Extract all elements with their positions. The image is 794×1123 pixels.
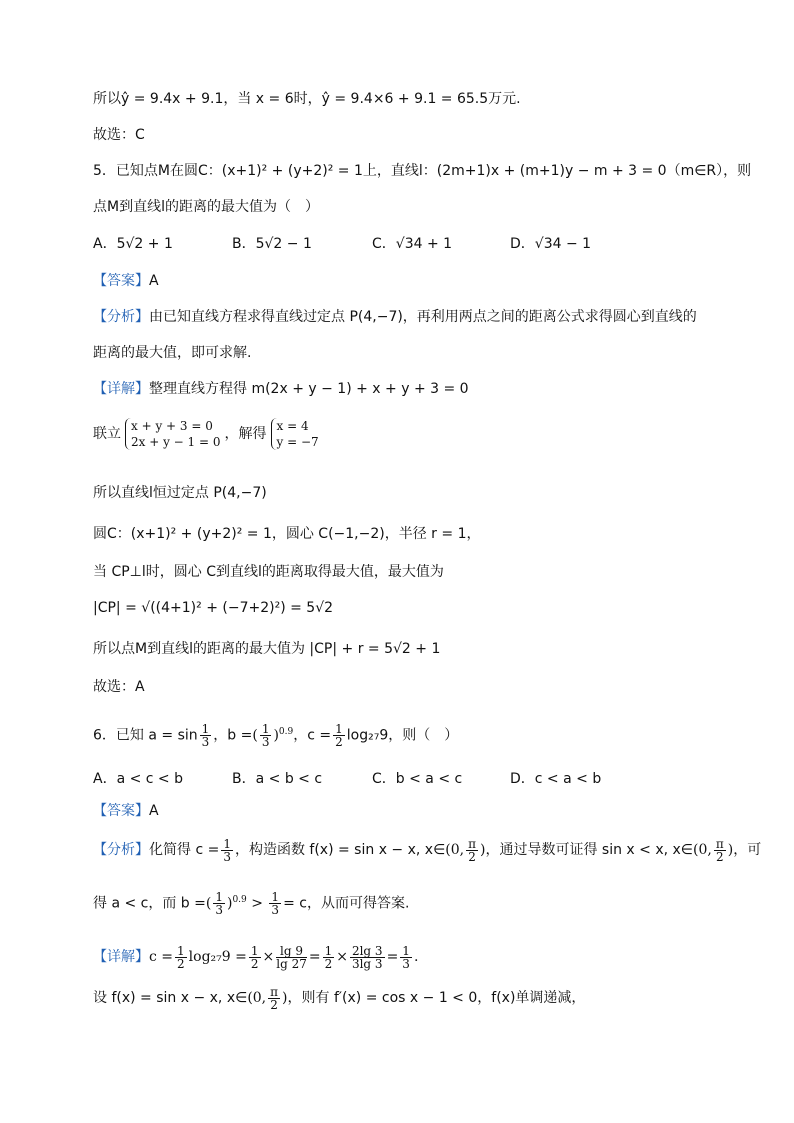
fraction: $\frac{2\lg 3}{3\lg 3}$ bbox=[351, 943, 383, 971]
fraction: $\frac{1}{2}$ bbox=[335, 722, 343, 750]
fraction: $\frac{1}{3}$ bbox=[271, 890, 280, 918]
text-line: 所以ŷ = 9.4x + 9.1，当 x = 6时，ŷ = 9.4×6 + 9.1 = 65.5万元. bbox=[93, 91, 521, 107]
option-d: D．√34 − 1 bbox=[510, 236, 592, 252]
option-d: D．c < a < b bbox=[510, 771, 602, 787]
solution-line: 【详解】整理直线方程得 m(2x + y − 1) + x + y + 3 = 0 bbox=[93, 381, 469, 397]
fraction: $\frac{1}{2}$ bbox=[324, 943, 333, 971]
option-c: C．b < a < c bbox=[372, 771, 463, 787]
text-line: 故选：C bbox=[93, 127, 145, 143]
question-5-stem: 5．已知点M在圆C：(x+1)² + (y+2)² = 1上，直线l：(2m+1)x + (m+1)y − m + 3 = 0（m∈R），则 bbox=[93, 163, 752, 179]
option-b: B．5√2 − 1 bbox=[232, 236, 312, 252]
fraction: $\frac{1}{3}$ bbox=[201, 722, 210, 750]
fraction: $\frac{1}{3}$ bbox=[223, 836, 231, 864]
fraction: $\frac{\pi}{2}$ bbox=[468, 836, 476, 864]
fraction: $\frac{\lg 9}{\lg 27}$ bbox=[276, 943, 307, 971]
option-a: A．5√2 + 1 bbox=[93, 236, 173, 252]
solution-line: 设 f(x) = sin x − x, x∈(0, $\frac{\pi}{2}$ )，则有 f′(x) = cos x − 1 < 0，f(x)单调递减， bbox=[93, 984, 586, 1012]
solution-line: 所以点M到直线l的距离的最大值为 |CP| + r = 5√2 + 1 bbox=[93, 641, 441, 657]
question-6-stem: 6．已知 a = sin $\frac{1}{3}$ ，b =( $\frac{1}{3}$ )$^{0.9}$，c = $\frac{1}{2}$ log₂₇9，则（ ） bbox=[93, 722, 459, 750]
fraction: $\frac{1}{3}$ bbox=[261, 722, 270, 750]
solution-line: 当 CP⊥l时，圆心 C到直线l的距离取得最大值，最大值为 bbox=[93, 564, 444, 580]
answer-line: 【答案】A bbox=[93, 273, 159, 289]
option-b: B．a < b < c bbox=[232, 771, 323, 787]
fraction: $\frac{1}{3}$ bbox=[402, 943, 410, 971]
option-a: A．a < c < b bbox=[93, 771, 184, 787]
solution-line: 【详解】c = $\frac{1}{2}$ log₂₇9 = $\frac{1}{2}$ × $\frac{\lg 9}{\lg 27}$ = $\frac{1}{2}$ × $\frac{2\lg 3}{3\lg 3}$ = $\frac{1}{3}$ . bbox=[93, 943, 419, 971]
fraction: $\frac{\pi}{2}$ bbox=[715, 836, 724, 864]
analysis-line: 【分析】由已知直线方程求得直线过定点 P(4,−7)，再利用两点之间的距离公式求得圆心到直线的 bbox=[93, 309, 697, 325]
equation-system: x + y + 3 = 0 2x + y − 1 = 0 bbox=[125, 418, 221, 450]
equation-system: x = 4 y = −7 bbox=[271, 418, 319, 450]
solution-line: 圆C：(x+1)² + (y+2)² = 1，圆心 C(−1,−2)，半径 r = 1， bbox=[93, 526, 481, 542]
solution-line: 所以直线l恒过定点 P(4,−7) bbox=[93, 485, 267, 501]
answer-line: 【答案】A bbox=[93, 803, 159, 819]
analysis-line: 【分析】化简得 c = $\frac{1}{3}$ ，构造函数 f(x) = sin x − x, x∈(0, $\frac{\pi}{2}$ )，通过导数可证得 sin x < x, x∈(0, $\frac{\pi}{2}$ )，可 bbox=[93, 836, 762, 864]
fraction: $\frac{\pi}{2}$ bbox=[270, 984, 279, 1012]
solution-line: 联立 x + y + 3 = 0 2x + y − 1 = 0 ，解得 x = 4 y = −7 bbox=[93, 419, 319, 449]
fraction: $\frac{1}{3}$ bbox=[215, 890, 223, 918]
option-c: C．√34 + 1 bbox=[372, 236, 453, 252]
fraction: $\frac{1}{2}$ bbox=[177, 943, 185, 971]
question-5-stem: 点M到直线l的距离的最大值为（ ） bbox=[93, 199, 319, 215]
solution-line: 故选：A bbox=[93, 679, 145, 695]
analysis-line: 得 a < c，而 b =( $\frac{1}{3}$ )$^{0.9}$ > $\frac{1}{3}$ = c，从而可得答案. bbox=[93, 890, 410, 918]
analysis-line: 距离的最大值，即可求解. bbox=[93, 345, 252, 361]
solution-line: |CP| = √((4+1)² + (−7+2)²) = 5√2 bbox=[93, 600, 334, 616]
fraction: $\frac{1}{2}$ bbox=[250, 943, 259, 971]
